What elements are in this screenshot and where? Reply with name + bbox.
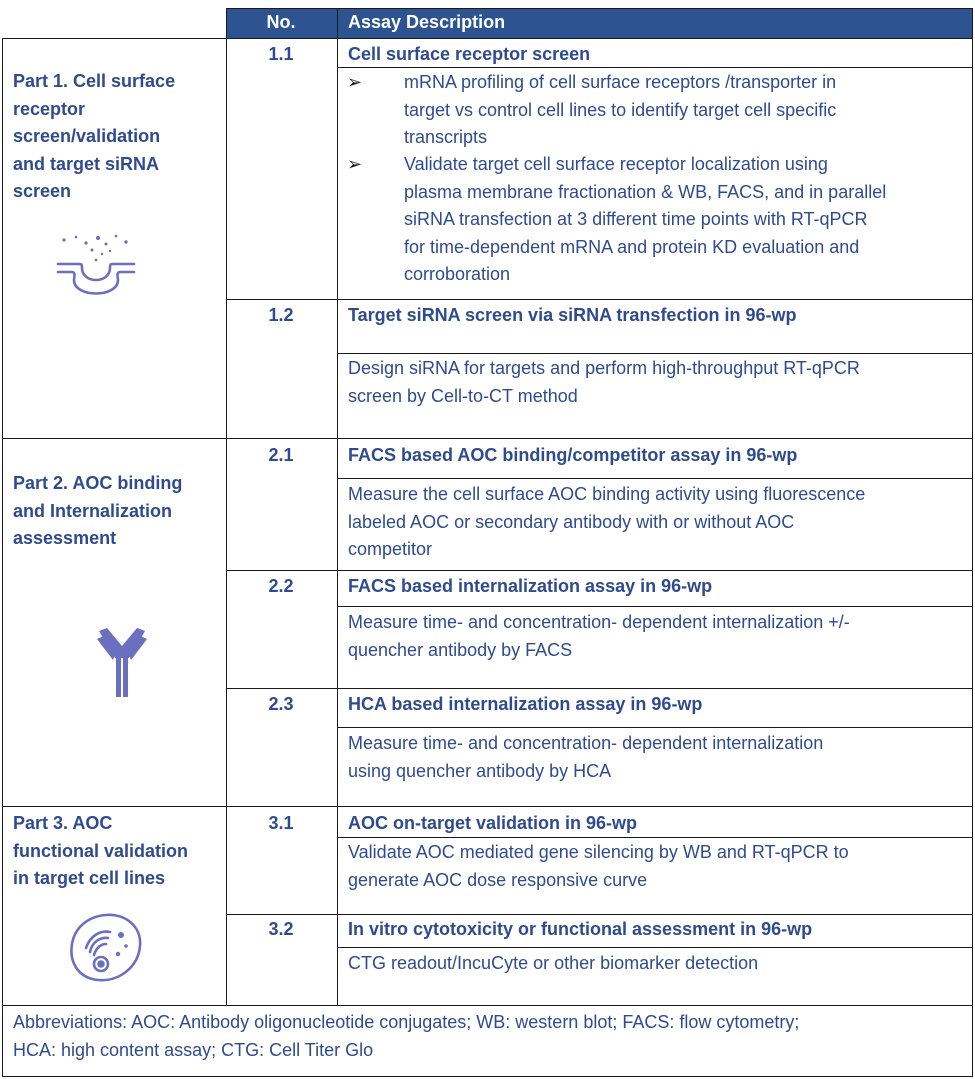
part-3-title: Part 3. AOC functional validation in target cell lines xyxy=(13,813,189,888)
assay-number: 3.1 xyxy=(268,813,294,833)
row-divider xyxy=(337,837,973,838)
assay-number: 2.1 xyxy=(268,445,294,465)
table-border xyxy=(226,8,973,9)
antibody-icon xyxy=(97,628,147,698)
assay-number: 3.2 xyxy=(268,919,294,939)
column-divider xyxy=(226,8,227,1006)
assay-description: Validate AOC mediated gene silencing by WB and RT-qPCR to generate AOC dose responsive curve xyxy=(348,842,849,890)
bullet-arrow-icon: ➢ xyxy=(347,154,363,174)
row-divider xyxy=(226,688,973,689)
table-border xyxy=(2,38,3,1077)
abbreviations-footer: Abbreviations: AOC: Antibody oligonucleotide conjugates; WB: western blot; FACS: flow cytometry; HCA: high content assay; CTG: Cell Titer Glo xyxy=(13,1012,800,1060)
assay-description: Measure time- and concentration- dependent internalization +/- quencher antibody by FACS xyxy=(348,612,850,660)
assay-number: 2.3 xyxy=(268,694,294,714)
row-divider xyxy=(337,353,973,354)
assay-number: 1.1 xyxy=(268,44,294,64)
assay-number: 1.2 xyxy=(268,305,294,325)
bullet-arrow-icon: ➢ xyxy=(347,72,363,92)
assay-description: Measure the cell surface AOC binding activity using fluorescence labeled AOC or secondary antibody with or without AOC competitor xyxy=(348,484,866,559)
table-border xyxy=(972,8,973,1077)
row-divider xyxy=(337,606,973,607)
row-divider xyxy=(337,478,973,479)
cell-membrane-endocytosis-icon xyxy=(56,232,136,312)
header-no: No. xyxy=(266,12,296,32)
row-divider xyxy=(226,299,973,300)
table-border xyxy=(2,1076,973,1077)
table-header xyxy=(226,8,973,38)
row-divider xyxy=(337,67,973,68)
assay-title: AOC on-target validation in 96-wp xyxy=(348,813,638,833)
assay-title: HCA based internalization assay in 96-wp xyxy=(348,694,703,714)
assay-number: 2.2 xyxy=(268,576,294,596)
column-divider xyxy=(337,8,338,1006)
row-divider xyxy=(226,570,973,571)
assay-title: FACS based AOC binding/competitor assay in 96-wp xyxy=(348,445,798,465)
assay-title: Target siRNA screen via siRNA transfection in 96-wp xyxy=(348,305,797,325)
part-divider xyxy=(2,438,973,439)
part-1-title: Part 1. Cell surface receptor screen/validation and target siRNA screen xyxy=(13,71,176,201)
assay-description: CTG readout/IncuCyte or other biomarker detection xyxy=(348,953,759,973)
assay-title: Cell surface receptor screen xyxy=(348,44,591,64)
assay-title: FACS based internalization assay in 96-wp xyxy=(348,576,713,596)
part-2-title: Part 2. AOC binding and Internalization assessment xyxy=(13,473,183,548)
row-divider xyxy=(337,947,973,948)
assay-description: Design siRNA for targets and perform high-throughput RT-qPCR screen by Cell-to-CT method xyxy=(348,358,860,406)
footer-divider xyxy=(2,1005,973,1006)
table-border xyxy=(2,38,973,39)
part-divider xyxy=(2,806,973,807)
header-assay-description: Assay Description xyxy=(348,12,506,32)
assay-bullet: Validate target cell surface receptor localization using plasma membrane fractionation & WB, FACS, and in parallel siRNA transfection at 3 different time points with RT-qPCR for time-dependent mRNA and protein KD evaluation and corroboration xyxy=(404,154,887,284)
assay-bullet: mRNA profiling of cell surface receptors /transporter in target vs control cell lines to identify target cell specific transcripts xyxy=(404,72,837,147)
assay-description: Measure time- and concentration- dependent internalization using quencher antibody by HCA xyxy=(348,733,824,781)
row-divider xyxy=(226,914,973,915)
assay-title: In vitro cytotoxicity or functional assessment in 96-wp xyxy=(348,919,813,939)
row-divider xyxy=(337,727,973,728)
cell-icon xyxy=(66,912,146,984)
